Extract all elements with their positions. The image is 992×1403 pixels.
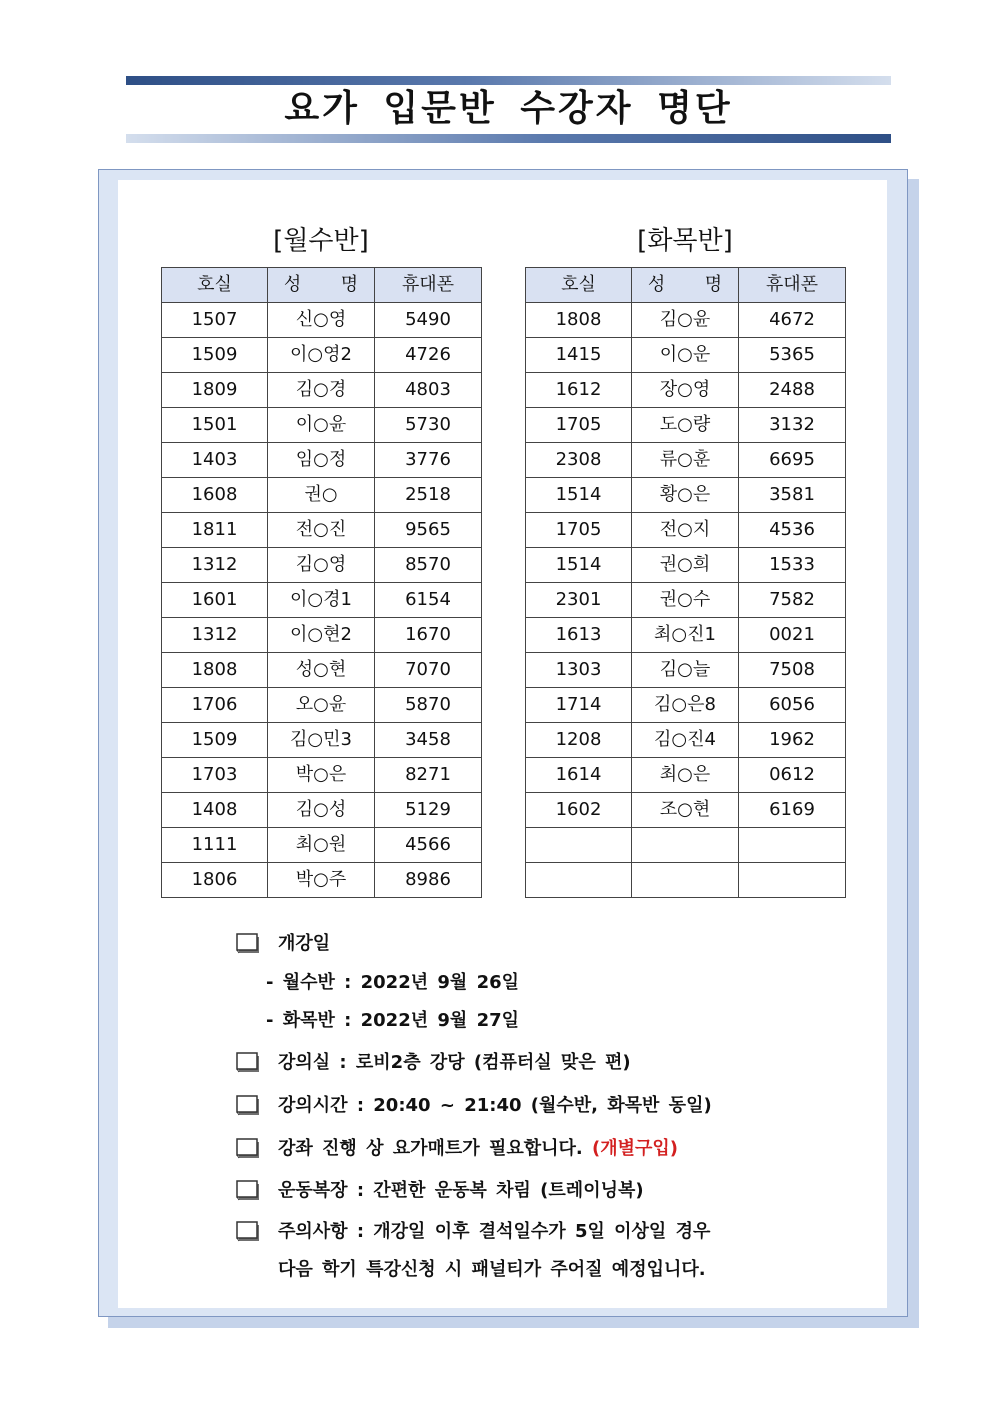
name-cell: 박○은: [268, 758, 375, 793]
phone-cell: 3776: [375, 443, 482, 478]
table-row: [162, 583, 482, 618]
phone-cell: [739, 863, 846, 898]
table-row: [526, 793, 846, 828]
room-cell: 1705: [526, 513, 632, 548]
name-cell: 최○은: [632, 758, 739, 793]
room-cell: 1208: [526, 723, 632, 758]
table-row: [526, 478, 846, 513]
phone-cell: 8271: [375, 758, 482, 793]
note-label: 개강일: [278, 933, 331, 954]
room-cell: [526, 863, 632, 898]
table-row: [162, 478, 482, 513]
room-cell: 1703: [162, 758, 268, 793]
header-room: 호실: [526, 268, 632, 303]
phone-cell: 4566: [375, 828, 482, 863]
name-cell: 전○진: [268, 513, 375, 548]
room-cell: 2308: [526, 443, 632, 478]
name-cell: 전○지: [632, 513, 739, 548]
phone-cell: 6154: [375, 583, 482, 618]
name-cell: 신○영: [268, 303, 375, 338]
table-row: [526, 758, 846, 793]
table-row: [162, 303, 482, 338]
room-cell: 1312: [162, 618, 268, 653]
table-row: [526, 443, 846, 478]
room-cell: [526, 828, 632, 863]
table-header-row: [526, 268, 846, 303]
phone-cell: 1533: [739, 548, 846, 583]
name-cell: 장○영: [632, 373, 739, 408]
note-text: 강의시간 : 20:40 ~ 21:40 (월수반, 화목반 동일): [278, 1095, 712, 1116]
room-cell: 1706: [162, 688, 268, 723]
phone-cell: 4803: [375, 373, 482, 408]
table-row: [526, 688, 846, 723]
name-cell: 이○운: [632, 338, 739, 373]
phone-cell: 5730: [375, 408, 482, 443]
table-row: [162, 408, 482, 443]
table-row: [526, 303, 846, 338]
name-cell: 도○량: [632, 408, 739, 443]
note-text: [278, 1133, 678, 1165]
name-cell: 최○원: [268, 828, 375, 863]
room-cell: 1608: [162, 478, 268, 513]
square-box-icon: [236, 933, 262, 955]
title-bar-top: [126, 76, 891, 85]
phone-cell: 6695: [739, 443, 846, 478]
phone-cell: 5365: [739, 338, 846, 373]
name-cell: 김○성: [268, 793, 375, 828]
name-cell: 이○현2: [268, 618, 375, 653]
table-row: [162, 793, 482, 828]
name-cell: [632, 828, 739, 863]
name-cell: 황○은: [632, 478, 739, 513]
name-cell: 김○윤: [632, 303, 739, 338]
header-name: 성 명: [632, 268, 739, 303]
name-cell: 조○현: [632, 793, 739, 828]
page-title: 요가 입문반 수강자 명단: [284, 88, 733, 129]
phone-cell: 5129: [375, 793, 482, 828]
name-cell: 김○늘: [632, 653, 739, 688]
room-cell: 1303: [526, 653, 632, 688]
room-cell: 2301: [526, 583, 632, 618]
phone-cell: 8570: [375, 548, 482, 583]
phone-cell: 4536: [739, 513, 846, 548]
name-cell: 권○수: [632, 583, 739, 618]
table-row: [526, 653, 846, 688]
room-cell: 1408: [162, 793, 268, 828]
room-cell: 1415: [526, 338, 632, 373]
table-row: [162, 338, 482, 373]
table-row: [526, 373, 846, 408]
group-title-mon-wed: [월수반]: [273, 226, 369, 256]
room-cell: 1612: [526, 373, 632, 408]
room-cell: 1514: [526, 548, 632, 583]
name-cell: 김○민3: [268, 723, 375, 758]
room-cell: 1806: [162, 863, 268, 898]
roster-table-mon-wed: [161, 267, 482, 898]
table-row: [162, 688, 482, 723]
table-row: [162, 828, 482, 863]
table-row: [526, 828, 846, 863]
phone-cell: 6056: [739, 688, 846, 723]
group-title-tue-thu: [화목반]: [637, 226, 733, 256]
room-cell: 1705: [526, 408, 632, 443]
room-cell: 1509: [162, 338, 268, 373]
square-box-icon: [236, 1180, 262, 1202]
room-cell: 1403: [162, 443, 268, 478]
header-room: 호실: [162, 268, 268, 303]
room-cell: 1714: [526, 688, 632, 723]
table-row: [526, 863, 846, 898]
table-row: [162, 758, 482, 793]
room-cell: 1509: [162, 723, 268, 758]
phone-cell: 2518: [375, 478, 482, 513]
table-row: [526, 583, 846, 618]
room-cell: 1811: [162, 513, 268, 548]
table-row: [162, 513, 482, 548]
note-mat-highlight: (개별구입): [592, 1138, 679, 1159]
phone-cell: 5870: [375, 688, 482, 723]
name-cell: 권○희: [632, 548, 739, 583]
name-cell: 성○현: [268, 653, 375, 688]
name-cell: 박○주: [268, 863, 375, 898]
name-cell: 류○훈: [632, 443, 739, 478]
table-row: [526, 723, 846, 758]
room-cell: 1613: [526, 618, 632, 653]
table-row: [526, 513, 846, 548]
room-cell: 1514: [526, 478, 632, 513]
room-cell: 1808: [162, 653, 268, 688]
note-mat-main: 강좌 진행 상 요가매트가 필요합니다.: [278, 1138, 592, 1159]
name-cell: 최○진1: [632, 618, 739, 653]
room-cell: 1614: [526, 758, 632, 793]
square-box-icon: [236, 1095, 262, 1117]
name-cell: 김○은8: [632, 688, 739, 723]
table-row: [162, 863, 482, 898]
phone-cell: 8986: [375, 863, 482, 898]
table-row: [162, 618, 482, 653]
note-opening-tue-thu: - 화목반 : 2022년 9월 27일: [266, 1010, 520, 1031]
room-cell: 1602: [526, 793, 632, 828]
phone-cell: 1670: [375, 618, 482, 653]
room-cell: 1601: [162, 583, 268, 618]
table-row: [526, 618, 846, 653]
table-header-row: [162, 268, 482, 303]
name-cell: 김○진4: [632, 723, 739, 758]
table-row: [526, 338, 846, 373]
note-text: 운동복장 : 간편한 운동복 차림 (트레이닝복): [278, 1180, 644, 1201]
table-row: [162, 548, 482, 583]
phone-cell: 3458: [375, 723, 482, 758]
note-opening-mon-wed: - 월수반 : 2022년 9월 26일: [266, 972, 520, 993]
header-name: 성 명: [268, 268, 375, 303]
table-row: [162, 443, 482, 478]
square-box-icon: [236, 1052, 262, 1074]
phone-cell: 4672: [739, 303, 846, 338]
phone-cell: 2488: [739, 373, 846, 408]
name-cell: 권○: [268, 478, 375, 513]
phone-cell: 7508: [739, 653, 846, 688]
phone-cell: 3132: [739, 408, 846, 443]
phone-cell: 3581: [739, 478, 846, 513]
name-cell: 김○영: [268, 548, 375, 583]
table-row: [162, 723, 482, 758]
phone-cell: 9565: [375, 513, 482, 548]
table-row: [162, 653, 482, 688]
phone-cell: 7582: [739, 583, 846, 618]
room-cell: 1312: [162, 548, 268, 583]
phone-cell: 0021: [739, 618, 846, 653]
phone-cell: 6169: [739, 793, 846, 828]
phone-cell: 0612: [739, 758, 846, 793]
name-cell: 이○영2: [268, 338, 375, 373]
table-row: [162, 373, 482, 408]
title-bar-bottom: [126, 134, 891, 143]
room-cell: 1501: [162, 408, 268, 443]
name-cell: 오○윤: [268, 688, 375, 723]
phone-cell: 7070: [375, 653, 482, 688]
header-phone: 휴대폰: [375, 268, 482, 303]
room-cell: 1507: [162, 303, 268, 338]
phone-cell: 1962: [739, 723, 846, 758]
phone-cell: 5490: [375, 303, 482, 338]
name-cell: 김○경: [268, 373, 375, 408]
room-cell: 1808: [526, 303, 632, 338]
room-cell: 1111: [162, 828, 268, 863]
roster-table-tue-thu: [525, 267, 846, 898]
name-cell: 임○정: [268, 443, 375, 478]
note-text: 주의사항 : 개강일 이후 결석일수가 5일 이상일 경우: [278, 1221, 711, 1242]
square-box-icon: [236, 1221, 262, 1243]
phone-cell: [739, 828, 846, 863]
square-box-icon: [236, 1138, 262, 1160]
name-cell: 이○윤: [268, 408, 375, 443]
note-text: 강의실 : 로비2층 강당 (컴퓨터실 맞은 편): [278, 1052, 631, 1073]
room-cell: 1809: [162, 373, 268, 408]
name-cell: [632, 863, 739, 898]
table-row: [526, 408, 846, 443]
phone-cell: 4726: [375, 338, 482, 373]
name-cell: 이○경1: [268, 583, 375, 618]
header-phone: 휴대폰: [739, 268, 846, 303]
note-caution-line2: 다음 학기 특강신청 시 패널티가 주어질 예정입니다.: [278, 1259, 706, 1280]
table-row: [526, 548, 846, 583]
